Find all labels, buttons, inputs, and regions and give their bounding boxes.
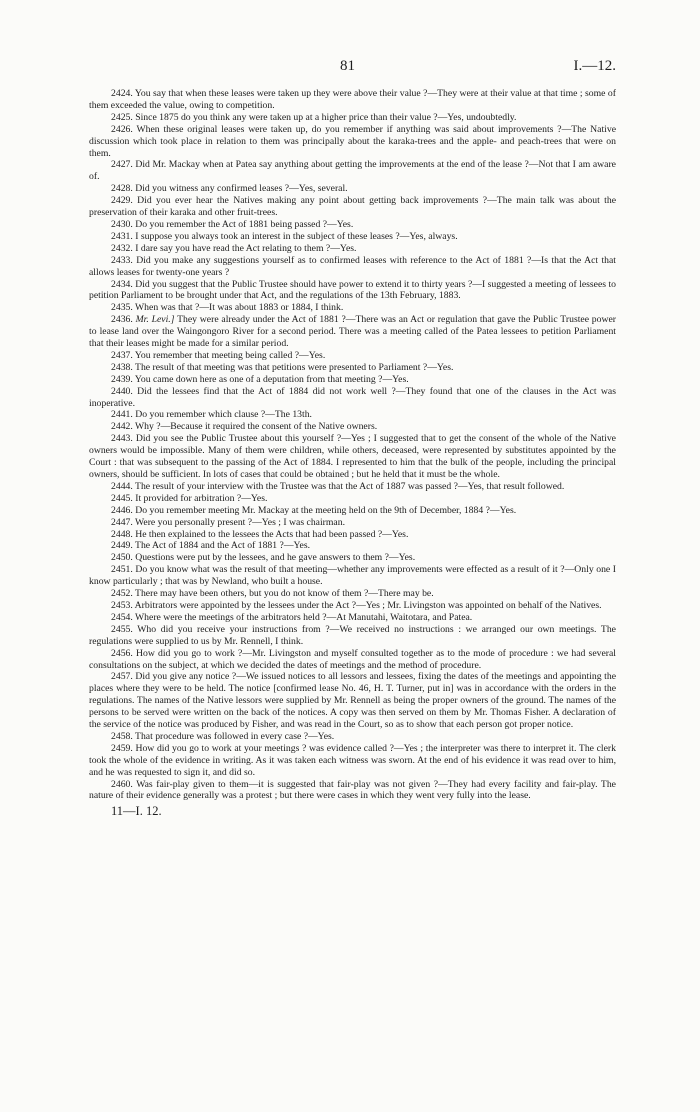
testimony-paragraph: 2434. Did you suggest that the Public Trustee should have power to extend it to thirty years ?—I suggested a meeting of lessees to petition Parliament to be brought under that Act, and the regulations of the 13th February, 1883.	[89, 278, 616, 302]
testimony-paragraph: 2446. Do you remember meeting Mr. Mackay at the meeting held on the 9th of December, 1884 ?—Yes.	[111, 504, 517, 516]
testimony-paragraph: 2444. The result of your interview with the Trustee was that the Act of 1887 was passed ?—Yes, that result followed.	[111, 480, 565, 492]
testimony-paragraph: 2443. Did you see the Public Trustee about this yourself ?—Yes ; I suggested that to get the consent of the whole of the Native owners would be impossible. Many of them were children, while others, deceased, were represented by substitutes appointed by the Court : that was subsequent to the passing of the Act of 1884. I represented to him that the bulk of the people, including the principal owners, should be sufficient. In lots of cases that could be obtained ; but he held that it must be the whole.	[89, 433, 616, 480]
testimony-paragraph: 2429. Did you ever hear the Natives making any point about getting back improvements ?—The main talk was about the preservation of their karaka and other fruit-trees.	[89, 195, 616, 219]
testimony-paragraph: 2453. Arbitrators were appointed by the lessees under the Act ?—Yes ; Mr. Livingston was appointed on behalf of the Natives.	[111, 599, 602, 611]
question-number: 2436.	[111, 314, 136, 326]
testimony-paragraph: 2424. You say that when these leases were taken up they were above their value ?—They were at their value at that time ; some of them exceeded the value, owing to competition.	[89, 88, 616, 111]
testimony-paragraph: 2428. Did you witness any confirmed leases ?—Yes, several.	[111, 183, 348, 195]
testimony-paragraph: 2456. How did you go to work ?—Mr. Livingston and myself consulted together as to the mode of procedure : we had several consultations on the subject, at which we decided the dates of meetings and the method of procedure.	[89, 647, 616, 671]
page-header	[89, 58, 616, 88]
testimony-paragraph: 2441. Do you remember which clause ?—The 13th.	[111, 409, 312, 421]
testimony-paragraph: 2448. He then explained to the lessees the Acts that had been passed ?—Yes.	[111, 528, 409, 540]
testimony-paragraph: 2457. Did you give any notice ?—We issued notices to all lessors and lessees, fixing the dates of the meetings and appointing the places where they were to be held. The notice [confirmed lease No. 46, H. T. Turner, put in] was in accordance with the orders in the regulations. The names of the Native lessors were supplied by Mr. Rennell as being the proper owners of the ground. The names of the persons to be served were written on the back of the notices. A copy was then served on them by Mr. Thomas Fisher. A declaration of the service of the notice was produced by Fisher, and was read in the Court, so as to show that each person got proper notice.	[89, 671, 616, 731]
testimony-paragraph: 2426. When these original leases were taken up, do you remember if anything was said about improvements ?—The Native discussion which took place in relation to them was principally about the karaka-trees and the apple- and peach-trees that were on them.	[89, 123, 616, 159]
testimony-paragraph: 2459. How did you go to work at your meetings ? was evidence called ?—Yes ; the interpreter was there to interpret it. The clerk took the whole of the evidence in writing. As it was taken each witness was sworn. At the end of his evidence it was read over to him, and he was requested to sign it, and did so.	[89, 742, 616, 778]
testimony-paragraph: 2431. I suppose you always took an interest in the subject of these leases ?—Yes, always.	[111, 230, 458, 242]
page-number: 81	[340, 58, 355, 74]
testimony-paragraph: 2454. Where were the meetings of the arbitrators held ?—At Manutahi, Waitotara, and Patea.	[111, 611, 473, 623]
testimony-paragraph: 2427. Did Mr. Mackay when at Patea say anything about getting the improvements at the end of the lease ?—Not that I am aware of.	[89, 159, 616, 183]
testimony-paragraph: 2449. The Act of 1884 and the Act of 1881 ?—Yes.	[111, 540, 311, 552]
testimony-paragraph: 2438. The result of that meeting was that petitions were presented to Parliament ?—Yes.	[111, 361, 454, 373]
testimony-paragraph: 2458. That procedure was followed in every case ?—Yes.	[111, 730, 335, 742]
testimony-paragraph: 2440. Did the lessees find that the Act of 1884 did not work well ?—They found that one of the clauses in the Act was inoperative.	[89, 385, 616, 409]
testimony-paragraph: 2435. When was that ?—It was about 1883 or 1884, I think.	[111, 302, 344, 314]
testimony-paragraph: 2430. Do you remember the Act of 1881 being passed ?—Yes.	[111, 218, 354, 230]
testimony-paragraph: 2439. You came down here as one of a deputation from that meeting ?—Yes.	[111, 373, 409, 385]
testimony-paragraph: 2437. You remember that meeting being called ?—Yes.	[111, 349, 326, 361]
testimony-paragraph: 2445. It provided for arbitration ?—Yes.	[111, 492, 268, 504]
sheet-signature: 11—I. 12.	[111, 804, 162, 819]
testimony-paragraph: 2432. I dare say you have read the Act relating to them ?—Yes.	[111, 242, 357, 254]
testimony-paragraph: 2451. Do you know what was the result of that meeting—whether any improvements were effected as a result of it ?—Only one I know particularly ; that was by Newland, who built a house.	[89, 564, 616, 588]
testimony-paragraph: 2452. There may have been others, but you do not know of them ?—There may be.	[111, 588, 434, 600]
document-reference: I.—12.	[573, 58, 616, 74]
testimony-paragraph: 2450. Questions were put by the lessees, and he gave answers to them ?—Yes.	[111, 552, 416, 564]
testimony-paragraph: 2455. Who did you receive your instructions from ?—We received no instructions : we arranged our own meetings. The regulations were supplied to us by Mr. Rennell, I think.	[89, 623, 616, 647]
testimony-paragraph: 2442. Why ?—Because it required the consent of the Native owners.	[111, 421, 378, 433]
paragraph-text: They were already under the Act of 1881 ?—There was an Act or regulation that gave the Public Trustee power to lease land over the Waingongoro River for a second period. There was a meeting called of the Patea lessees to petition Parliament that their leases might be made for a similar period.	[89, 314, 617, 350]
testimony-body	[89, 88, 616, 802]
testimony-paragraph	[89, 314, 616, 350]
testimony-paragraph: 2433. Did you make any suggestions yourself as to confirmed leases with reference to the Act of 1881 ?—Is that the Act that allows leases for twenty-one years ?	[89, 254, 616, 278]
testimony-paragraph: 2460. Was fair-play given to them—it is suggested that fair-play was not given ?—They had every facility and fair-play. The nature of their evidence generally was a protest ; but there were cases in which they went very fully into the lease.	[89, 778, 616, 802]
testimony-paragraph: 2425. Since 1875 do you think any were taken up at a higher price than their value ?—Yes, undoubtedly.	[111, 111, 517, 123]
testimony-paragraph: 2447. Were you personally present ?—Yes ; I was chairman.	[111, 516, 345, 528]
speaker-label: Mr. Levi.]	[135, 314, 175, 326]
